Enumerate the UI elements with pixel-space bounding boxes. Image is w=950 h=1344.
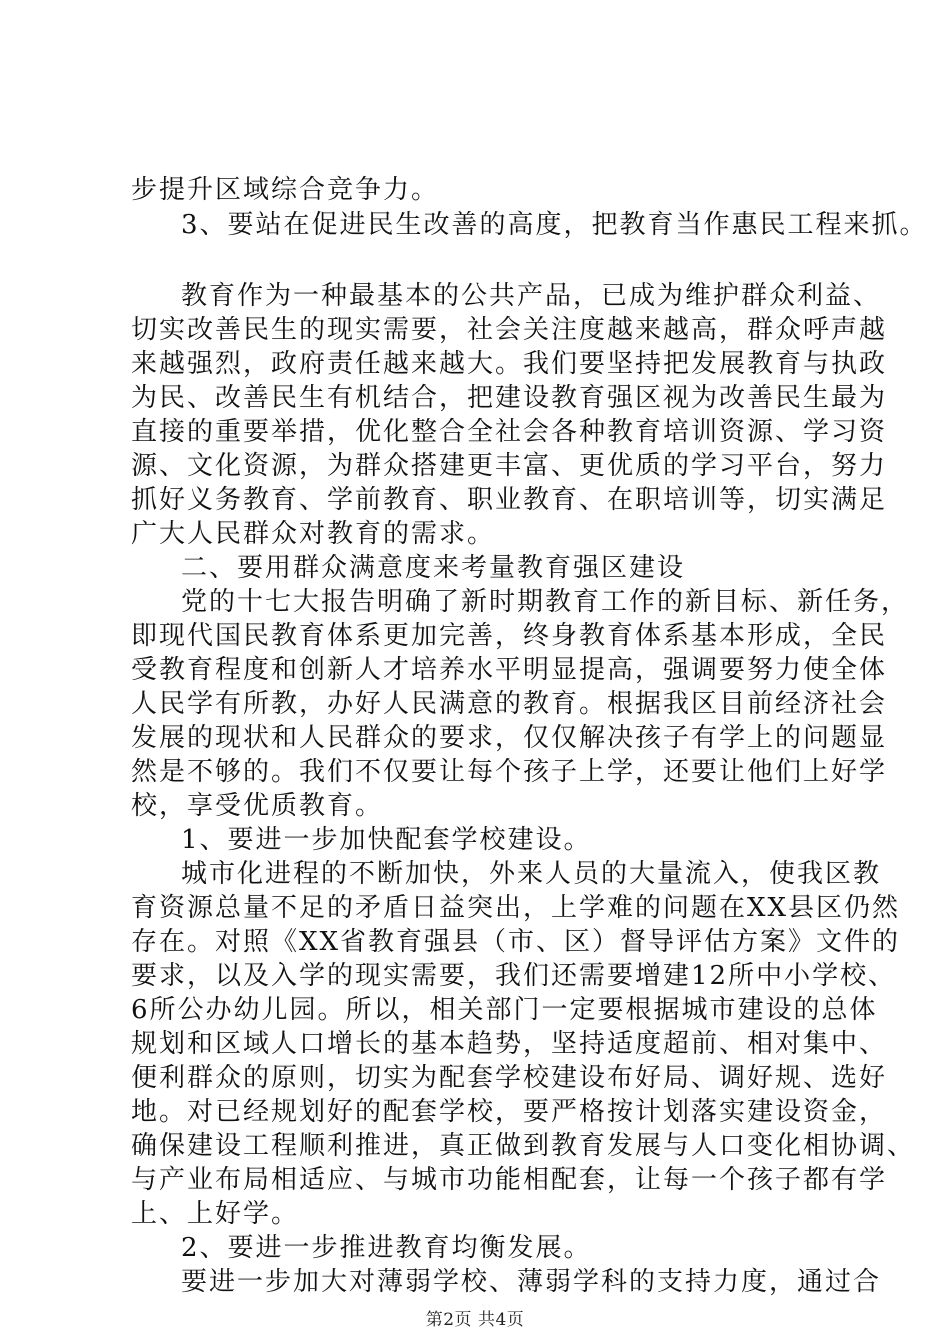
paragraph-line: 校，享受优质教育。 [131, 791, 384, 821]
paragraph-line: 便利群众的原则，切实为配套学校建设布好局、调好规、选好 [131, 1063, 888, 1093]
paragraph-line: 上、上好学。 [131, 1199, 300, 1229]
paragraph-line: 要求，以及入学的现实需要，我们还需要增建12所中小学校、 [131, 961, 897, 991]
paragraph-line: 教育作为一种最基本的公共产品，已成为维护群众利益、 [181, 281, 882, 311]
paragraph-line: 步提升区域综合竞争力。 [131, 175, 440, 205]
paragraph-line: 育资源总量不足的矛盾日益突出，上学难的问题在XX县区仍然 [131, 893, 901, 923]
paragraph-line: 广大人民群众对教育的需求。 [131, 519, 496, 549]
paragraph-line: 人民学有所教，办好人民满意的教育。根据我区目前经济社会 [131, 689, 888, 719]
paragraph-line: 党的十七大报告明确了新时期教育工作的新目标、新任务， [181, 587, 910, 617]
paragraph-line: 规划和区域人口增长的基本趋势，坚持适度超前、相对集中、 [131, 1029, 888, 1059]
paragraph-line: 要进一步加大对薄弱学校、薄弱学科的支持力度，通过合 [181, 1267, 882, 1297]
paragraph-line: 与产业布局相适应、与城市功能相配套，让每一个孩子都有学 [131, 1165, 888, 1195]
paragraph-line: 地。对已经规划好的配套学校，要严格按计划落实建设资金， [131, 1097, 888, 1127]
paragraph-line: 然是不够的。我们不仅要让每个孩子上学，还要让他们上好学 [131, 757, 888, 787]
paragraph-line: 切实改善民生的现实需要，社会关注度越来越高，群众呼声越 [131, 315, 888, 345]
paragraph-line: 发展的现状和人民群众的要求，仅仅解决孩子有学上的问题显 [131, 723, 888, 753]
section-heading: 2、要进一步推进教育均衡发展。 [181, 1233, 592, 1263]
paragraph-line: 城市化进程的不断加快，外来人员的大量流入，使我区教 [181, 859, 882, 889]
page-number-footer: 第2页 共4页 [425, 1310, 525, 1330]
paragraph-line: 源、文化资源，为群众搭建更丰富、更优质的学习平台，努力 [131, 451, 888, 481]
paragraph-line: 抓好义务教育、学前教育、职业教育、在职培训等，切实满足 [131, 485, 888, 515]
paragraph-line: 来越强烈，政府责任越来越大。我们要坚持把发展教育与执政 [131, 349, 888, 379]
paragraph-line: 直接的重要举措，优化整合全社会各种教育培训资源、学习资 [131, 417, 888, 447]
paragraph-line: 确保建设工程顺利推进，真正做到教育发展与人口变化相协调、 [131, 1131, 916, 1161]
paragraph-line: 受教育程度和创新人才培养水平明显提高，强调要努力使全体 [131, 655, 888, 685]
paragraph-line: 即现代国民教育体系更加完善，终身教育体系基本形成，全民 [131, 621, 888, 651]
paragraph-line: 6所公办幼儿园。所以，相关部门一定要根据城市建设的总体 [131, 995, 878, 1025]
section-heading: 1、要进一步加快配套学校建设。 [181, 825, 592, 855]
paragraph-line: 存在。对照《XX省教育强县（市、区）督导评估方案》文件的 [131, 927, 901, 957]
paragraph-line: 为民、改善民生有机结合，把建设教育强区视为改善民生最为 [131, 383, 888, 413]
section-heading: 3、要站在促进民生改善的高度，把教育当作惠民工程来抓。 [181, 210, 928, 240]
section-heading: 二、要用群众满意度来考量教育强区建设 [181, 553, 686, 583]
